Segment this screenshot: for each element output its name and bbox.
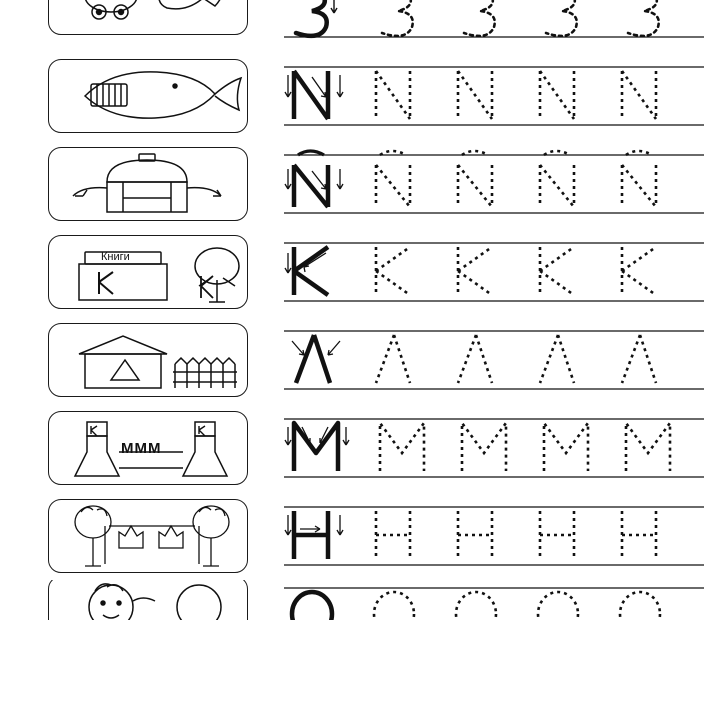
picture-box (48, 580, 248, 620)
tracing-strip (284, 499, 728, 573)
tracing-letters-l (284, 323, 704, 397)
picture-box (48, 59, 248, 133)
picture-glasses-and-face (49, 580, 248, 620)
picture-house-and-fence (49, 324, 248, 397)
tracing-strip (284, 59, 728, 133)
picture-books-and-cat (49, 236, 248, 309)
picture-fish-and-snake (49, 0, 248, 35)
tracing-strip (284, 147, 728, 221)
worksheet-row (0, 492, 728, 580)
tracing-strip (284, 235, 728, 309)
tracing-letters-m (284, 411, 704, 485)
tracing-letters-z (284, 0, 704, 43)
picture-laundry-line (49, 500, 248, 573)
tracing-letters-i-short (284, 147, 704, 221)
tracing-letters-k (284, 235, 704, 309)
picture-fish-with-teeth (49, 60, 248, 133)
picture-box (48, 147, 248, 221)
worksheet-row (0, 52, 728, 140)
tracing-strip (284, 0, 728, 39)
picture-kettle-iron (49, 148, 248, 221)
picture-box (48, 499, 248, 573)
tracing-letters-n (284, 499, 704, 573)
worksheet-row (0, 228, 728, 316)
worksheet-row (0, 316, 728, 404)
picture-box (48, 235, 248, 309)
tracing-letters-i (284, 59, 704, 133)
picture-box (48, 323, 248, 397)
worksheet-row (0, 140, 728, 228)
picture-caption: МММ (121, 440, 162, 457)
picture-caption: Книги (101, 251, 130, 263)
tracing-strip (284, 411, 728, 485)
tracing-letters-o (284, 580, 704, 620)
picture-box (48, 411, 248, 485)
tracing-strip (284, 323, 728, 397)
tracing-strip (284, 580, 728, 620)
worksheet-row (0, 0, 728, 52)
worksheet-row (0, 580, 728, 620)
picture-box (48, 0, 248, 35)
worksheet-row (0, 404, 728, 492)
